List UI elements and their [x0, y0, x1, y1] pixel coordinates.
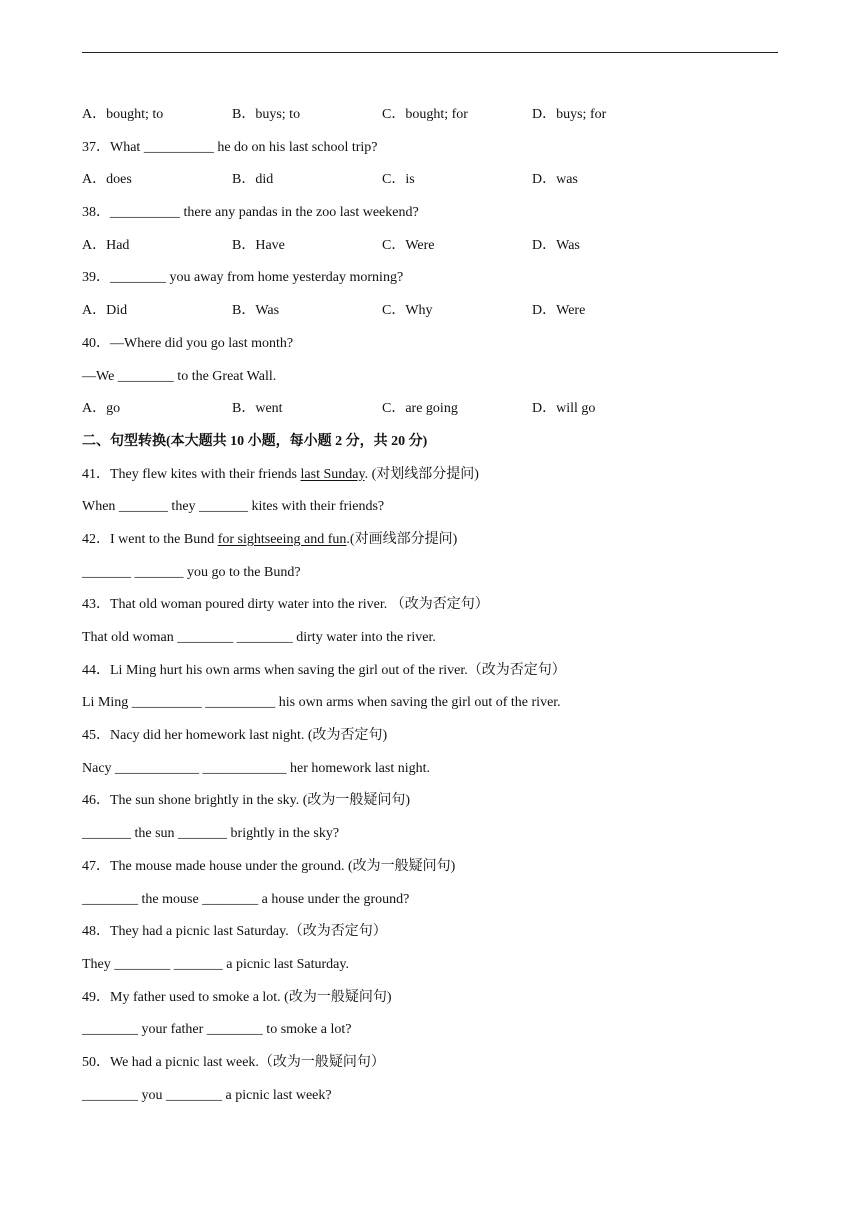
- option-a: A．Had: [82, 237, 130, 253]
- q46-prompt: 46．The sun shone brightly in the sky. (改为一般疑问句): [82, 793, 411, 809]
- q40-question: 40．—Where did you go last month?: [82, 335, 294, 351]
- q41-underlined-phrase: last Sunday: [300, 466, 365, 482]
- q37-options: [82, 170, 782, 203]
- option-b: B．buys; to: [232, 107, 301, 122]
- q43-answer: That old woman ________ ________ dirty water into the river.: [82, 630, 436, 645]
- option-c: C．bought; for: [382, 107, 468, 122]
- option-b: B．did: [232, 172, 274, 188]
- option-c: C．Why: [382, 303, 433, 319]
- option-d: D．buys; for: [532, 107, 607, 122]
- q44-answer: Li Ming __________ __________ his own arms when saving the girl out of the river.: [82, 695, 561, 711]
- q42-instruction: .(对画线部分提问): [346, 531, 458, 547]
- header-rule: [82, 52, 778, 53]
- q49-answer: ________ your father ________ to smoke a lot?: [82, 1022, 352, 1038]
- option-b: B．Was: [232, 303, 280, 319]
- q41-prompt: [82, 465, 782, 498]
- q50-prompt: 50．We had a picnic last week.（改为一般疑问句）: [82, 1054, 385, 1070]
- q42-prompt-text: 42．I went to the Bund: [82, 531, 218, 547]
- q40-answer-line: —We ________ to the Great Wall.: [82, 368, 277, 384]
- q39-question: 39．________ you away from home yesterday morning?: [82, 270, 404, 286]
- option-d: D．Was: [532, 237, 580, 253]
- q38-question: 38．__________ there any pandas in the zoo last weekend?: [82, 205, 419, 221]
- q41-instruction: . (对划线部分提问): [364, 466, 479, 482]
- q45-answer: Nacy ____________ ____________ her homework last night.: [82, 760, 431, 776]
- q37-question: 37．What __________ he do on his last school trip?: [82, 139, 378, 155]
- option-a: A．bought; to: [82, 107, 164, 122]
- option-a: A．Did: [82, 303, 128, 319]
- option-d: D．was: [532, 172, 578, 188]
- q49-prompt: 49．My father used to smoke a lot. (改为一般疑问句): [82, 989, 392, 1005]
- option-c: C．are going: [382, 401, 458, 417]
- q45-prompt: 45．Nacy did her homework last night. (改为否定句): [82, 728, 388, 744]
- q43-prompt: 43．That old woman poured dirty water into the river. （改为否定句）: [82, 597, 489, 613]
- option-b: B．Have: [232, 237, 285, 253]
- q47-prompt: 47．The mouse made house under the ground. (改为一般疑问句): [82, 858, 456, 874]
- section-heading: 二、句型转换(本大题共 10 小题，每小题 2 分，共 20 分): [82, 433, 428, 449]
- q41-answer: When _______ they _______ kites with their friends?: [82, 499, 385, 515]
- q48-answer: They ________ _______ a picnic last Saturday.: [82, 956, 349, 972]
- q47-answer: ________ the mouse ________ a house under the ground?: [82, 891, 410, 907]
- q42-underlined-phrase: for sightseeing and fun: [217, 531, 347, 547]
- q40-options: [82, 399, 782, 432]
- q42-prompt: [82, 530, 782, 563]
- q46-answer: _______ the sun _______ brightly in the sky?: [82, 826, 340, 842]
- q44-prompt: 44．Li Ming hurt his own arms when saving the girl out of the river.（改为否定句）: [82, 662, 566, 678]
- worksheet-content: [82, 105, 782, 1118]
- option-d: D．Were: [532, 303, 586, 319]
- q50-answer: ________ you ________ a picnic last week?: [82, 1087, 332, 1103]
- option-d: D．will go: [532, 401, 596, 417]
- option-a: A．go: [82, 401, 121, 417]
- option-a: A．does: [82, 172, 132, 188]
- q42-answer: _______ _______ you go to the Bund?: [82, 564, 301, 580]
- option-b: B．went: [232, 401, 283, 417]
- q38-options: [82, 236, 782, 269]
- option-c: C．Were: [382, 237, 435, 253]
- q36-options: [82, 105, 782, 138]
- q39-options: [82, 301, 782, 334]
- q41-prompt-text: 41．They flew kites with their friends: [82, 466, 301, 482]
- q48-prompt: 48．They had a picnic last Saturday.（改为否定句）: [82, 924, 387, 940]
- option-c: C．is: [382, 172, 415, 188]
